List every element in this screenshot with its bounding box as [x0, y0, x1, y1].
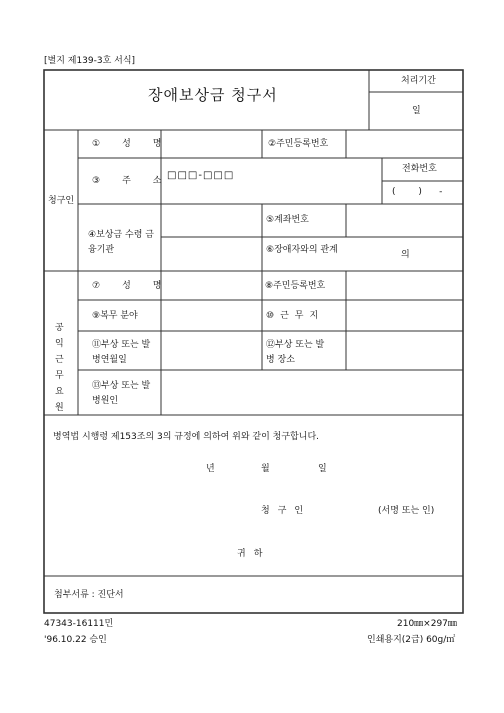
date-day: 일 [318, 464, 327, 474]
relation-label: ⑥장애자와의 관계 [266, 245, 338, 255]
form-reference: [별지 제139-3호 서식] [44, 56, 136, 66]
paper-size: 210㎜×297㎜ [397, 619, 457, 629]
postal-code-boxes: □□□-□□□ [167, 170, 235, 181]
injury-date-label: ⑪부상 또는 발병연월일 [92, 340, 151, 365]
officer-name-label: ⑦성명 [92, 281, 184, 291]
account-no-label: ⑤계좌번호 [266, 215, 309, 225]
declaration-text: 병역법 시행령 제153조의 3의 규정에 의하여 위와 같이 청구합니다. [53, 432, 320, 442]
injury-place-label: ⑫부상 또는 발병 장소 [266, 340, 325, 365]
processing-period-label: 처리기간 [401, 76, 436, 86]
claimant-address-label: ③주소 [92, 176, 184, 186]
duty-field-label: ⑨복무 분야 [92, 311, 138, 321]
relation-suffix: 의 [401, 250, 410, 260]
officer-section-label: 공익근무요원 [55, 323, 64, 413]
officer-resident-no-label: ⑧주민등록번호 [265, 281, 326, 291]
processing-period-value: 일 [412, 106, 421, 116]
injury-cause-label: ⑬부상 또는 발병원인 [92, 381, 151, 406]
addressee-label: 귀하 [237, 549, 271, 559]
signature-placeholder: (서명 또는 인) [378, 506, 435, 516]
date-month: 월 [261, 464, 270, 474]
claimant-section-label: 청구인 [48, 196, 75, 206]
date-year: 년 [206, 464, 215, 474]
claimant-name-label: ①성명 [92, 139, 184, 149]
post-label: ⑩근무지 [266, 311, 325, 321]
claimant-resident-no-label: ②주민등록번호 [268, 139, 329, 149]
claimant-sign-label: 청구인 [261, 506, 312, 516]
bank-label: ④보상금 수령 금융기관 [88, 230, 154, 255]
form-title: 장애보상금 청구서 [148, 86, 278, 104]
attachment-note: 첨부서류 : 진단서 [54, 590, 124, 600]
form-number: 47343-16111민 [44, 619, 114, 629]
phone-format: ( ) - [392, 187, 443, 197]
approval-date: '96.10.22 승인 [44, 635, 107, 645]
phone-label: 전화번호 [402, 164, 437, 174]
paper-spec: 인쇄용지(2급) 60g/㎡ [367, 635, 456, 645]
